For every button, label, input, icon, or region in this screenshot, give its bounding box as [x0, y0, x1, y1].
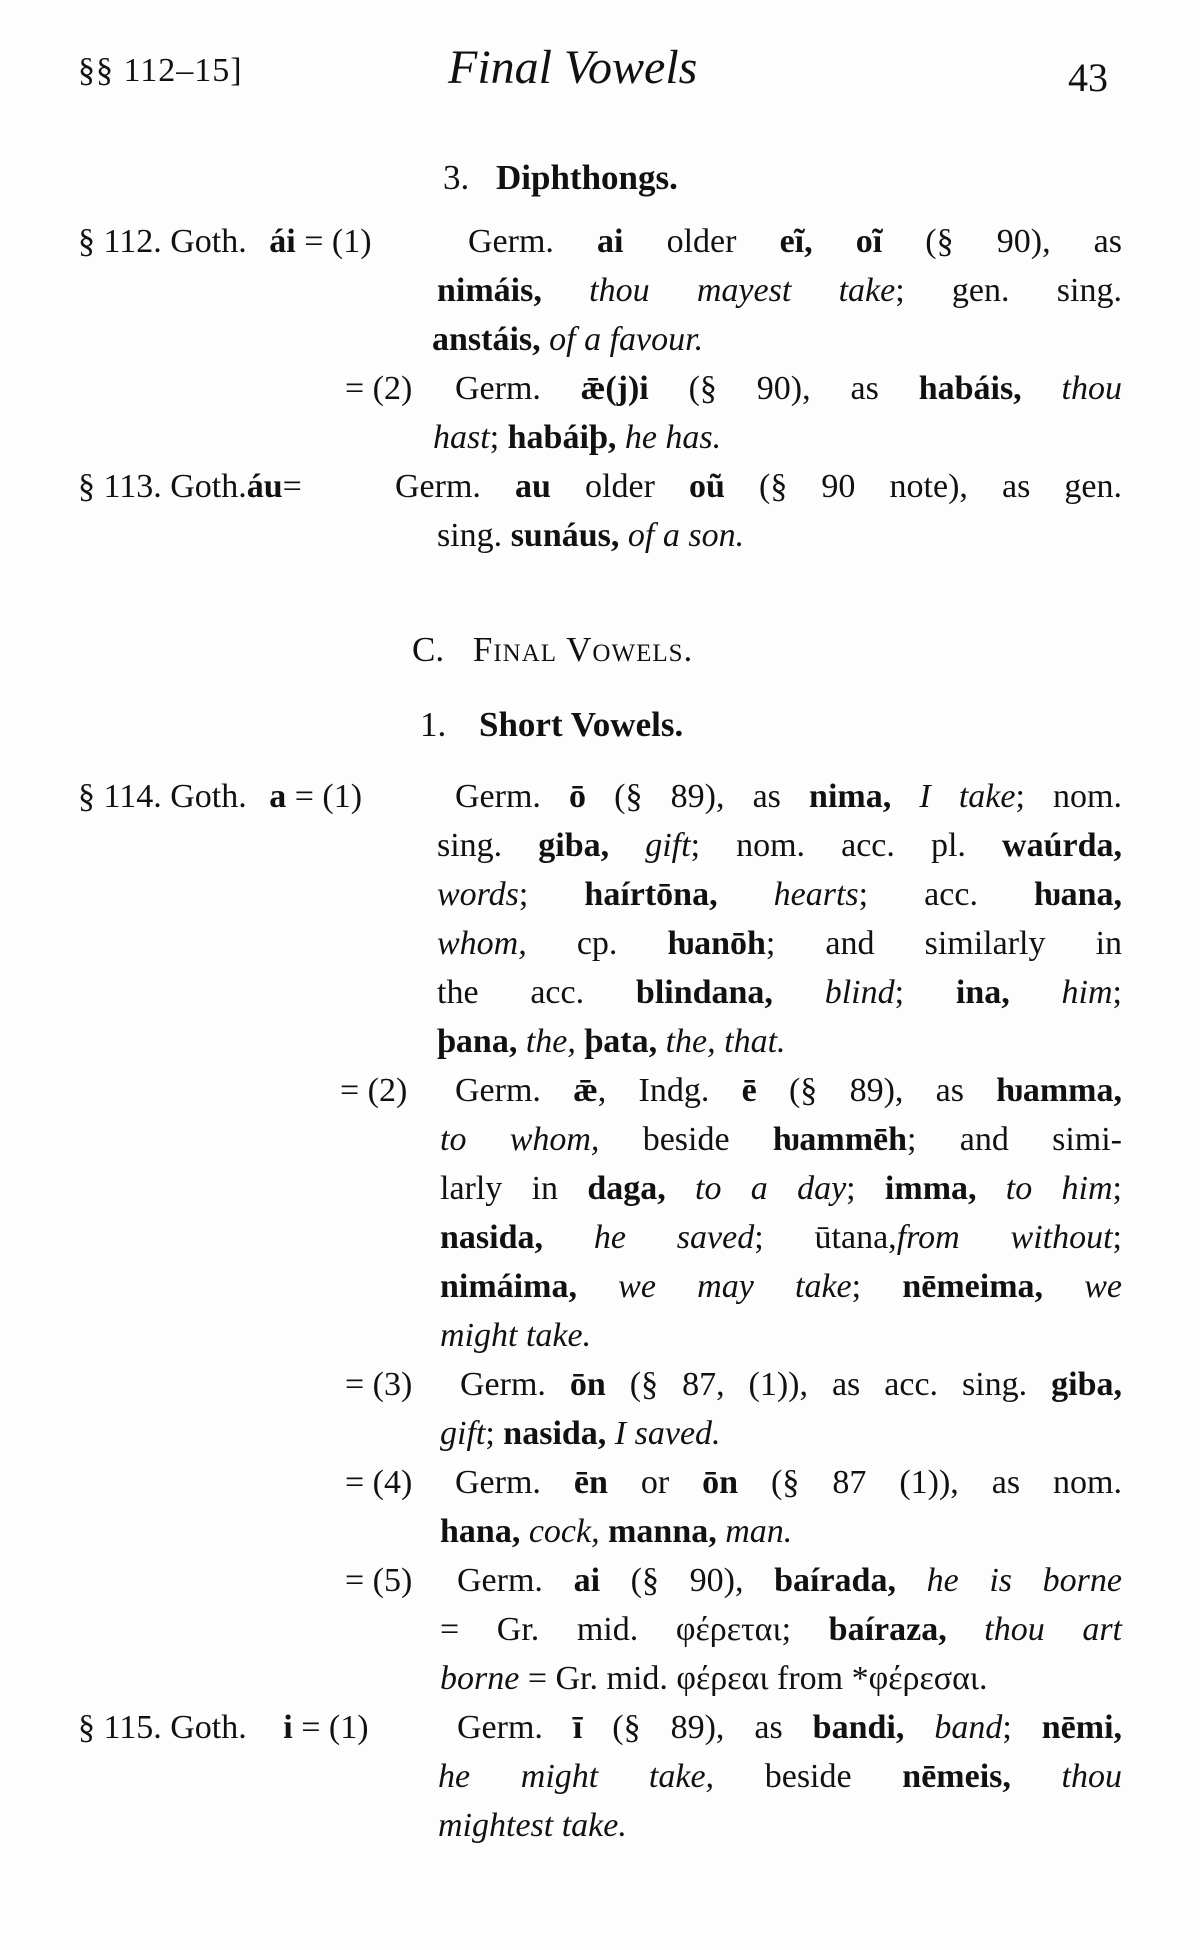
text-line: larly in daga, to a day; imma, to him; — [440, 1170, 1122, 1207]
equation-marker: = (1) — [304, 223, 372, 260]
text-line: he might take, beside nēmeis, thou — [438, 1758, 1123, 1795]
subsection-heading-short-vowels — [420, 705, 683, 745]
equation-marker: = (2) — [345, 370, 413, 407]
equation-marker: = (2) — [340, 1072, 408, 1109]
text-line: the acc. blindana, blind; ina, him; — [437, 974, 1122, 1011]
gothic-form: ái — [269, 223, 296, 260]
paragraph-113-label — [78, 462, 302, 511]
text-line: nasida, he saved; ūtana,from without; — [440, 1219, 1122, 1256]
subsection-heading-diphthongs — [443, 158, 678, 198]
gothic-form: i — [283, 1709, 293, 1746]
text-line: Germ. ǣ, Indg. ē (§ 89), as ƕamma, — [455, 1072, 1123, 1109]
text-line: Germ. au older oũ (§ 90 note), as gen. — [395, 468, 1122, 505]
section-label: § 114. Goth. — [78, 778, 247, 815]
subsection-number: 3. — [443, 158, 470, 197]
text-line: hana, cock, manna, man. — [440, 1513, 793, 1550]
text-line: sing. sunáus, of a son. — [437, 517, 745, 554]
text-line: = Gr. mid. φέρεται; baíraza, thou art — [440, 1611, 1122, 1648]
text-line: Germ. ī (§ 89), as bandi, band; nēmi, — [457, 1709, 1123, 1746]
section-label: § 113. Goth. — [78, 468, 247, 505]
equation-marker: = (5) — [345, 1562, 413, 1599]
text-line: Germ. ō (§ 89), as nima, I take; nom. — [455, 778, 1122, 815]
text-line: Germ. ēn or ōn (§ 87 (1)), as nom. — [455, 1464, 1122, 1501]
text-line: Germ. ai older eĩ, oĩ (§ 90), as — [468, 223, 1123, 260]
text-line: Germ. ǣ(j)i (§ 90), as habáis, thou — [455, 370, 1122, 407]
text-line: whom, cp. ƕanōh; and similarly in — [437, 925, 1123, 962]
section-label: § 112. Goth. — [78, 223, 247, 260]
text-line: nimáis, thou mayest take; gen. sing. — [437, 272, 1122, 309]
subsection-title: Diphthongs. — [496, 158, 678, 197]
text-line: þana, the, þata, the, that. — [437, 1023, 786, 1060]
section-range: §§ 112–15] — [78, 52, 243, 89]
text-line: to whom, beside ƕammēh; and simi- — [440, 1121, 1122, 1158]
text-line: Germ. ōn (§ 87, (1)), as acc. sing. giba, — [460, 1366, 1123, 1403]
text-line: sing. giba, gift; nom. acc. pl. waúrda, — [437, 827, 1122, 864]
text-line: borne = Gr. mid. φέρεαι from *φέρεσαι. — [440, 1660, 988, 1697]
text-line: Germ. ai (§ 90), baírada, he is borne — [457, 1562, 1122, 1599]
section-label: § 115. Goth. — [78, 1709, 247, 1746]
subsection-title: Short Vowels. — [479, 705, 684, 744]
text-line: nimáima, we may take; nēmeima, we — [440, 1268, 1122, 1305]
gothic-form: a — [269, 778, 287, 815]
equation-marker: = (4) — [345, 1464, 413, 1501]
paragraph-112-label — [78, 217, 372, 266]
paragraph-114-label — [78, 772, 362, 821]
paragraph-115-label — [78, 1703, 369, 1752]
subsection-number: 1. — [420, 705, 447, 744]
gothic-form: áu — [246, 468, 283, 505]
section-letter: C. — [412, 630, 445, 669]
text-line: mightest take. — [438, 1807, 627, 1844]
equation-marker: = (1) — [294, 778, 363, 815]
text-line: might take. — [440, 1317, 592, 1354]
text-line: words; haírtōna, hearts; acc. ƕana, — [437, 876, 1122, 913]
text-line: gift; nasida, I saved. — [440, 1415, 721, 1452]
page-title: Final Vowels — [448, 41, 698, 94]
equation-marker: = (3) — [345, 1366, 413, 1403]
text-line: hast; habáiþ, he has. — [433, 419, 722, 456]
text-line: anstáis, of a favour. — [432, 321, 704, 358]
section-heading-final-vowels — [412, 630, 693, 670]
page-number: 43 — [1068, 55, 1108, 100]
equation-marker: = (1) — [301, 1709, 369, 1746]
section-title: Final Vowels. — [472, 630, 694, 669]
equation-marker: = — [282, 468, 302, 505]
